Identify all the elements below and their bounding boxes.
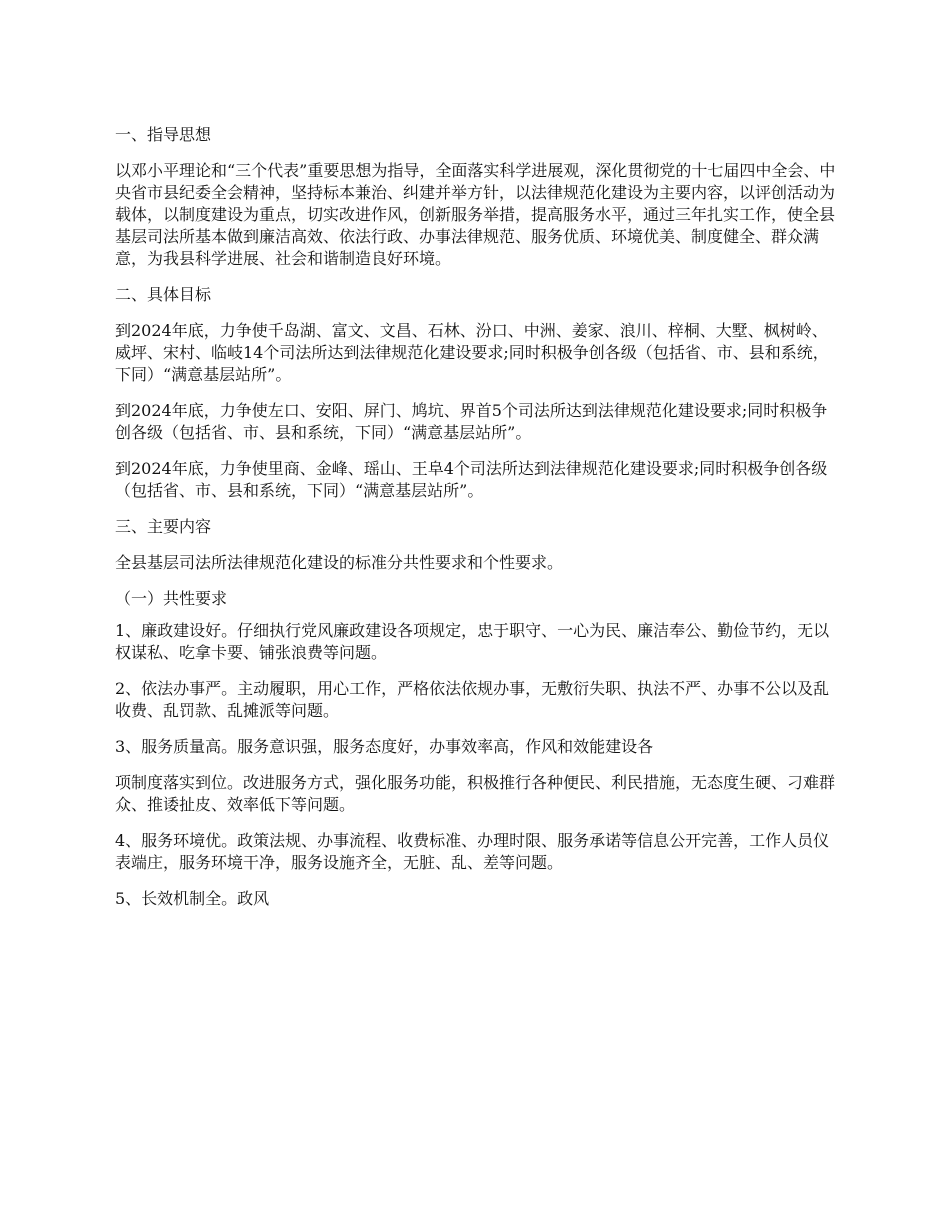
list-item-integrity: 1、廉政建设好。仔细执行党风廉政建设各项规定，忠于职守、一心为民、廉洁奉公、勤俭节约，无以权谋私、吃拿卡要、铺张浪费等问题。 (115, 621, 830, 662)
document-body (115, 124, 840, 924)
paragraph-service-quality-continued: 项制度落实到位。改进服务方式，强化服务功能，积极推行各种便民、利民措施，无态度生硬、刁难群众、推诿扯皮、效率低下等问题。 (115, 773, 836, 814)
list-item-lawful-conduct: 2、依法办事严。主动履职，用心工作，严格依法依规办事，无敷衍失职、执法不严、办事不公以及乱收费、乱罚款、乱摊派等问题。 (115, 679, 830, 720)
list-item-long-term-mechanism: 5、长效机制全。政风 (115, 889, 270, 908)
section-heading-guiding-ideology: 一、指导思想 (115, 125, 212, 144)
paragraph-goal-3: 到2024年底，力争使里商、金峰、瑶山、王阜4个司法所达到法律规范化建设要求;同时积极争创各级（包括省、市、县和系统，下同）“满意基层站所”。 (115, 459, 828, 500)
section-heading-specific-goals: 二、具体目标 (115, 285, 212, 304)
paragraph-guiding-ideology: 以邓小平理论和“三个代表”重要思想为指导，全面落实科学进展观，深化贯彻党的十七届四中全会、中央省市县纪委全会精神，坚持标本兼治、纠建并举方针，以法律规范化建设为主要内容，以评创活动为载体，以制度建设为重点，切实改进作风，创新服务举措，提高服务水平，通过三年扎实工作，使全县基层司法所基本做到廉洁高效、依法行政、办事法律规范、服务优质、环境优美、制度健全、群众满意，为我县科学进展、社会和谐制造良好环境。 (115, 161, 836, 268)
list-item-service-quality: 3、服务质量高。服务意识强，服务态度好，办事效率高，作风和效能建设各 (115, 737, 654, 756)
paragraph-goal-2: 到2024年底，力争使左口、安阳、屏门、鸠坑、界首5个司法所达到法律规范化建设要求;同时积极争创各级（包括省、市、县和系统，下同）“满意基层站所”。 (115, 401, 828, 442)
paragraph-goal-1: 到2024年底，力争使千岛湖、富文、文昌、石林、汾口、中洲、姜家、浪川、梓桐、大墅、枫树岭、威坪、宋村、临岐14个司法所达到法律规范化建设要求;同时积极争创各级（包括省、市、县和系统，下同）“满意基层站所”。 (115, 321, 829, 384)
section-heading-main-content: 三、主要内容 (115, 517, 212, 536)
subsection-heading-common-requirements: （一）共性要求 (115, 589, 228, 608)
list-item-service-environment: 4、服务环境优。政策法规、办事流程、收费标准、办理时限、服务承诺等信息公开完善，工作人员仪表端庄，服务环境干净，服务设施齐全，无脏、乱、差等问题。 (115, 831, 830, 872)
paragraph-standards-intro: 全县基层司法所法律规范化建设的标准分共性要求和个性要求。 (115, 553, 564, 572)
